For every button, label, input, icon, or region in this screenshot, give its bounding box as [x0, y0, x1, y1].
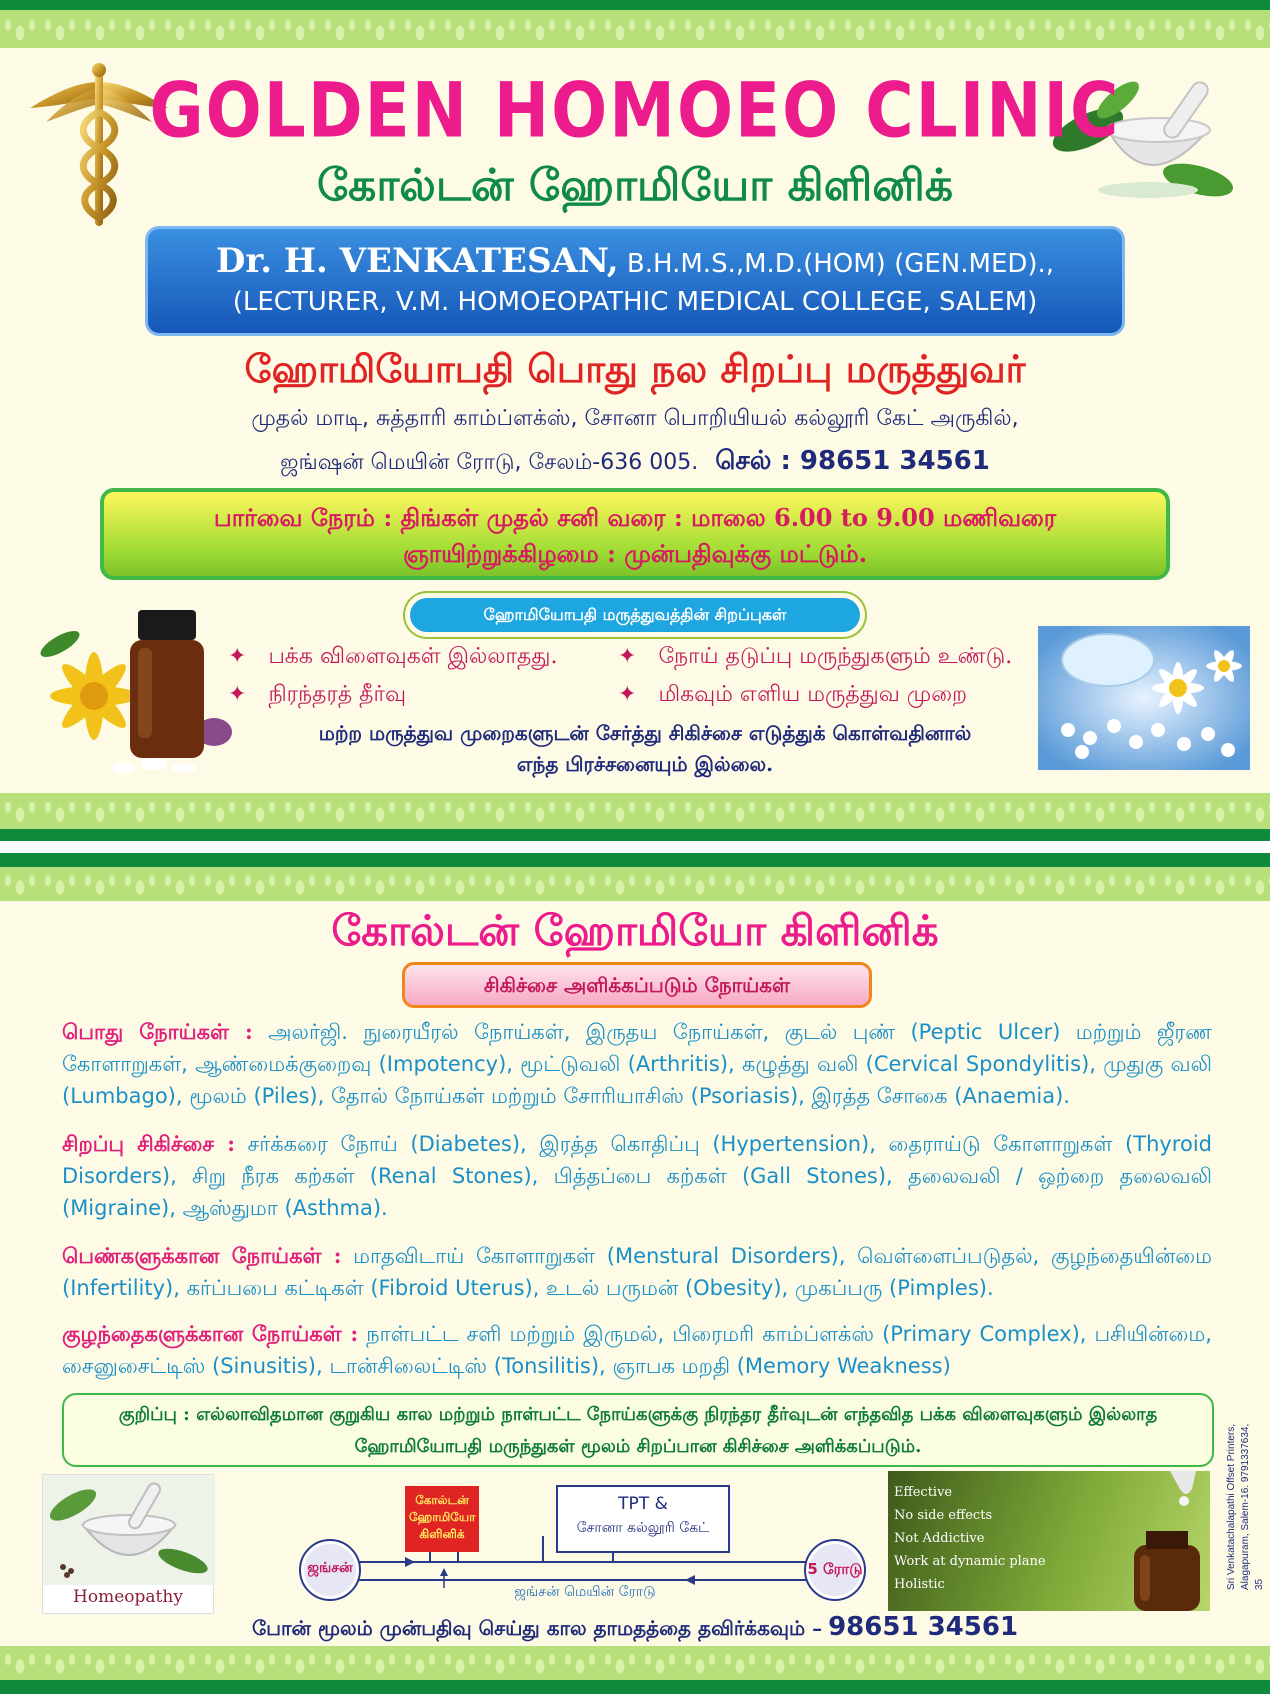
women-diseases-paragraph [62, 1240, 1212, 1304]
clinic-title-english: GOLDEN HOMOEO CLINIC [149, 66, 1121, 155]
star-bullet-icon: ✦ [228, 644, 247, 669]
booking-text: போன் மூலம் முன்பதிவு செய்து கால தாமதத்தை தவிர்க்கவும் – [251, 1616, 823, 1640]
front-bottom-pattern [0, 793, 1270, 829]
features-title: ஹோமியோபதி மருத்துவத்தின் சிறப்புகள் [410, 598, 860, 632]
features-note-line-2: எந்த பிரச்சனையும் இல்லை. [516, 752, 774, 776]
road-label: ஜங்சன் மெயின் ரோடு [514, 1584, 656, 1600]
general-diseases-paragraph [62, 1016, 1212, 1112]
doctor-degrees: B.H.M.S.,M.D.(HOM) (GEN.MED)., [618, 249, 1055, 279]
address-line-2 [0, 446, 1270, 479]
section-label: குழந்தைகளுக்கான நோய்கள் : [62, 1321, 359, 1346]
section-label: பெண்களுக்கான நோய்கள் : [62, 1243, 342, 1268]
location-map [285, 1480, 885, 1618]
effect-item: Work at dynamic plane [894, 1554, 1046, 1569]
section-label: சிறப்பு சிகிச்சை : [62, 1131, 236, 1156]
treatment-title: சிகிச்சை அளிக்கப்படும் நோய்கள் [402, 962, 872, 1008]
mortar-pestle-image [43, 1475, 215, 1585]
clinic-title-tamil: கோல்டன் ஹோமியோ கிளினிக் [316, 160, 954, 211]
dropper-bottle-image [1100, 1471, 1210, 1611]
printer-line-1: Sri Venkatachalapathi Offset Printers, [1226, 1423, 1237, 1590]
note-label: குறிப்பு : [118, 1404, 190, 1425]
five-roads-label: 5 ரோடு [807, 1560, 863, 1578]
special-treatment-paragraph [62, 1128, 1212, 1224]
landmark-line-1: TPT & [618, 1494, 668, 1514]
children-diseases-paragraph [62, 1318, 1212, 1382]
phone-number: செல் : 98651 34561 [715, 446, 990, 476]
features-note-line-1: மற்ற மருத்துவ முறைகளுடன் சேர்த்து சிகிச்சை எடுத்துக் கொள்வதினால் [318, 721, 972, 745]
doctor-name-line [148, 243, 1122, 282]
homeopathy-label: Homeopathy [73, 1587, 183, 1607]
effect-item: Effective [894, 1485, 953, 1500]
star-bullet-icon: ✦ [618, 644, 637, 669]
doctor-name: Dr. H. VENKATESAN, [215, 241, 619, 281]
panel-separator [0, 841, 1270, 853]
printer-line-2: Alagapuram, Salem-16. 9791337634, 35 [1240, 1423, 1265, 1590]
effect-item: No side effects [894, 1508, 993, 1523]
landmark-line-2: சோனா கல்லூரி கேட் [576, 1520, 710, 1536]
section-text: சர்க்கரை நோய் (Diabetes), இரத்த கொதிப்பு (Hypertension), தைராய்டு கோளாறுகள் (Thyroid Disorders), சிறு நீரக கற்கள் (Renal Stones), பித்தப்பை கற்கள் (Gall Stones), தலைவலி / ஒற்றை தலைவலி (Migraine), ஆஸ்துமா (Asthma). [62, 1132, 1212, 1220]
address-line-1: முதல் மாடி, சுத்தாரி காம்ப்ளக்ஸ், சோனா பொறியியல் கல்லூரி கேட் அருகில், [251, 406, 1019, 431]
booking-phone: 98651 34561 [828, 1612, 1019, 1642]
note-box [62, 1393, 1214, 1467]
section-label: பொது நோய்கள் : [62, 1019, 253, 1044]
feature-item [228, 644, 557, 672]
feature-text: நிரந்தரத் தீர்வு [268, 682, 407, 707]
address-text: ஜங்ஷன் மெயின் ரோடு, சேலம்-636 005. [280, 450, 699, 475]
speciality-heading: ஹோமியோபதி பொது நல சிறப்பு மருத்துவர் [244, 346, 1026, 391]
top-pattern-border [0, 10, 1270, 48]
effect-item: Holistic [894, 1577, 945, 1592]
hours-line-1: பார்வை நேரம் : திங்கள் முதல் சனி வரை : மாலை 6.00 to 9.00 மணிவரை [213, 503, 1057, 532]
back-top-stripe [0, 853, 1270, 867]
hours-line-2: ஞாயிற்றுக்கிழமை : முன்பதிவுக்கு மட்டும். [402, 539, 868, 568]
back-clinic-title: கோல்டன் ஹோமியோ கிளினிக் [331, 906, 939, 955]
effects-panel [888, 1471, 1210, 1611]
doctor-info-box [145, 226, 1125, 336]
star-bullet-icon: ✦ [228, 682, 247, 707]
visiting-hours-box [100, 488, 1170, 580]
feature-text: பக்க விளைவுகள் இல்லாதது. [268, 644, 558, 669]
section-text: நாள்பட்ட சளி மற்றும் இருமல், பிரைமரி காம்ப்ளக்ஸ் (Primary Complex), பசியின்மை, சைனுசைட்டிஸ் (Sinusitis), டான்சிலைட்டிஸ் (Tonsilitis), ஞாபக மறதி (Memory Weakness) [62, 1322, 1212, 1378]
medicine-bottle-flowers-image [34, 604, 254, 776]
feature-item [228, 682, 406, 710]
feature-item [618, 644, 1012, 672]
booking-line [0, 1612, 1270, 1643]
effect-item: Not Addictive [894, 1531, 985, 1546]
features-note [230, 718, 1060, 780]
section-text: அலர்ஜி. நுரையீரல் நோய்கள், இருதய நோய்கள், குடல் புண் (Peptic Ulcer) மற்றும் ஜீரண கோளாறுகள், ஆண்மைக்குறைவு (Impotency), மூட்டுவலி (Arthritis), கழுத்து வலி (Cervical Spondylitis), முதுகு வலி (Lumbago), மூலம் (Piles), தோல் நோய்கள் மற்றும் சோரியாசிஸ் (Psoriasis), இரத்த சோகை (Anaemia). [62, 1020, 1212, 1108]
section-text: மாதவிடாய் கோளாறுகள் (Menstural Disorders), வெள்ளைப்படுதல், குழந்தையின்மை (Infertility), கர்ப்பபை கட்டிகள் (Fibroid Uterus), உடல் பருமன் (Obesity), முகப்பரு (Pimples). [62, 1244, 1212, 1300]
back-top-pattern [0, 867, 1270, 901]
feature-item [618, 682, 967, 710]
top-stripe [0, 0, 1270, 10]
printer-credit [1225, 1420, 1265, 1590]
bottom-stripe [0, 1680, 1270, 1694]
clinic-map-label: கோல்டன் ஹோமியோ கிளினிக் [409, 1493, 476, 1541]
note-text: எல்லாவிதமான குறுகிய கால மற்றும் நாள்பட்ட நோய்களுக்கு நிரந்தர தீர்வுடன் எந்தவித பக்க விளைவுகளும் இல்லாத ஹோமியோபதி மருந்துகள் மூலம் சிறப்பான கிசிச்சை அளிக்கப்படும். [189, 1404, 1158, 1457]
doctor-position: (LECTURER, V.M. HOMOEOPATHIC MEDICAL COLLEGE, SALEM) [232, 287, 1038, 317]
feature-text: மிகவும் எளிய மருத்துவ முறை [658, 682, 968, 707]
junction-label: ஜங்சன் [307, 1560, 353, 1576]
front-bottom-stripe [0, 829, 1270, 841]
chamomile-pills-image [1038, 626, 1250, 770]
star-bullet-icon: ✦ [618, 682, 637, 707]
feature-text: நோய் தடுப்பு மருந்துகளும் உண்டு. [658, 644, 1013, 669]
homeopathy-card [42, 1474, 214, 1614]
bottom-pattern-border [0, 1646, 1270, 1680]
